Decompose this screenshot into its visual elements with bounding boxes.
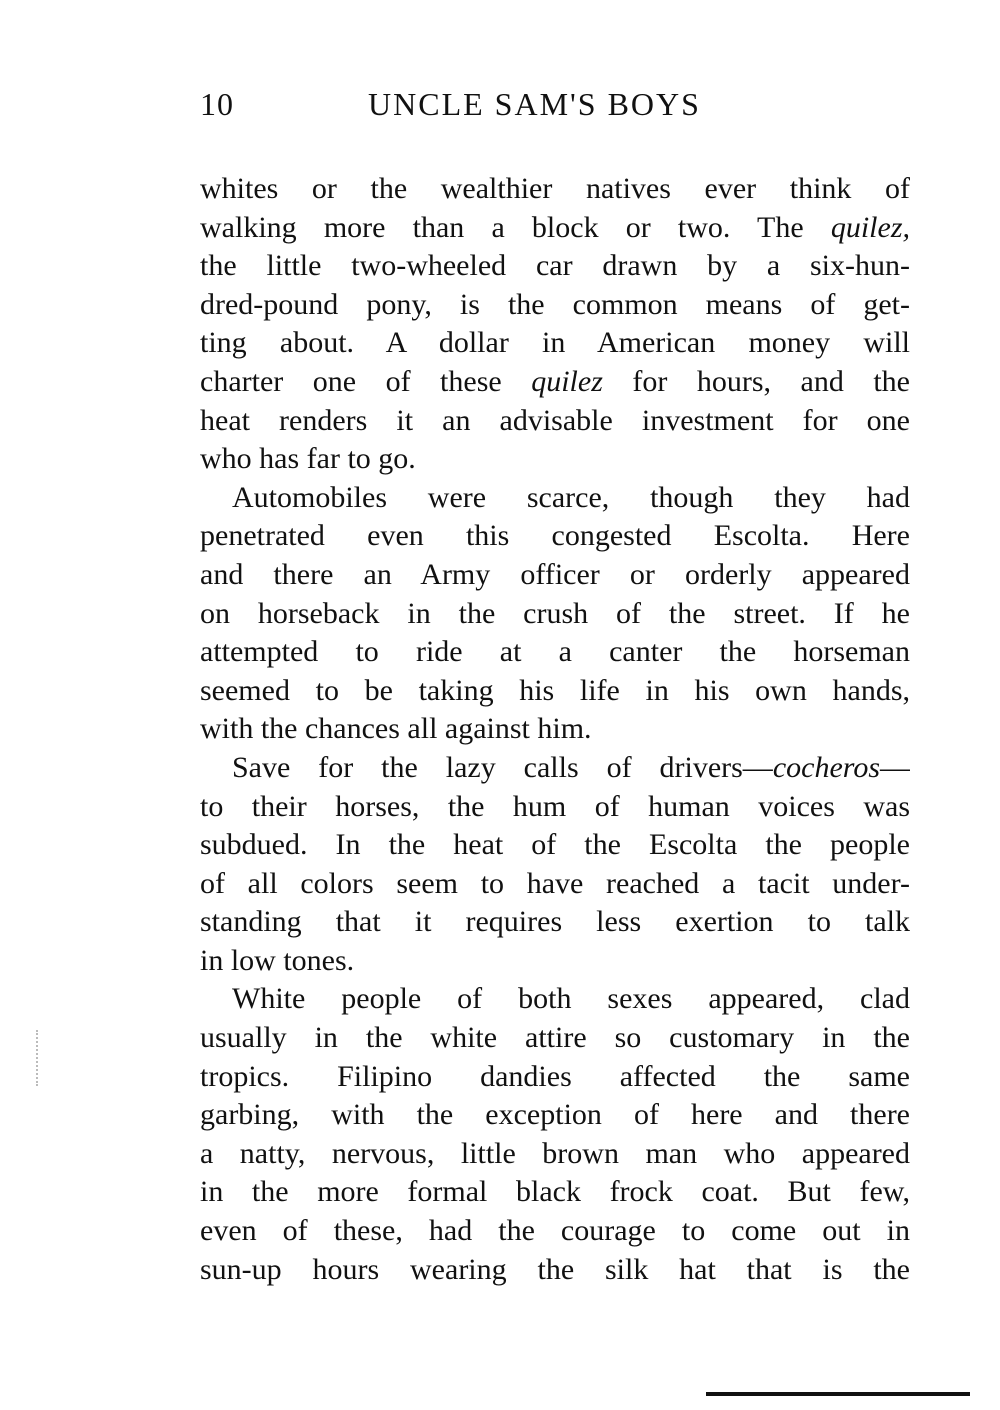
paragraph (200, 749, 910, 981)
text-run: for hours, and the (602, 364, 910, 398)
text-line: subdued. In the heat of the Escolta the people (200, 828, 910, 862)
page-number: 10 (200, 86, 234, 122)
text-run: walking more than a block or two. The (200, 210, 831, 244)
italic-term: quilez (531, 364, 603, 398)
text-line: in the more formal black frock coat. But few, (200, 1175, 910, 1209)
text-line: the little two-wheeled car drawn by a six-hun- (200, 249, 910, 283)
text-line: to their horses, the hum of human voices was (200, 789, 910, 823)
running-title: UNCLE SAM'S BOYS (368, 86, 701, 122)
text-line: penetrated even this congested Escolta. Here (200, 519, 910, 553)
text-line: tropics. Filipino dandies affected the same (200, 1059, 910, 1093)
text-line (200, 363, 910, 402)
text-line: in low tones. (200, 943, 355, 977)
text-line: even of these, had the courage to come out in (200, 1214, 910, 1248)
text-line: standing that it requires less exertion to talk (200, 905, 910, 939)
margin-dust-marks (36, 1030, 40, 1086)
body-text (200, 170, 910, 1289)
text-run: charter one of these (200, 364, 532, 398)
text-line (200, 209, 910, 248)
paragraph (200, 980, 910, 1289)
text-line: sun-up hours wearing the silk hat that is the (200, 1252, 910, 1286)
text-line: heat renders it an advisable investment for one (200, 403, 910, 437)
text-line: a natty, nervous, little brown man who appeared (200, 1136, 910, 1170)
text-line: on horseback in the crush of the street. If he (200, 596, 910, 630)
text-line: with the chances all against him. (200, 712, 592, 746)
text-line: seemed to be taking his life in his own hands, (200, 673, 910, 707)
paragraph (200, 170, 910, 479)
text-line: White people of both sexes appeared, clad (232, 982, 910, 1016)
text-run: — (880, 750, 910, 784)
footer-rule (706, 1392, 970, 1396)
text-line: usually in the white attire so customary in the (200, 1021, 910, 1055)
italic-term: cocheros (772, 750, 880, 784)
text-line: dred-pound pony, is the common means of get- (200, 287, 910, 321)
text-line: garbing, with the exception of here and there (200, 1098, 910, 1132)
paragraph (200, 479, 910, 749)
text-run: Save for the lazy calls of drivers— (232, 750, 773, 784)
text-line: whites or the wealthier natives ever think of (200, 172, 910, 205)
text-line (200, 749, 910, 788)
italic-term: quilez, (830, 210, 910, 244)
text-line: Automobiles were scarce, though they had (232, 480, 910, 514)
text-line: ting about. A dollar in American money will (200, 326, 910, 360)
text-line: and there an Army officer or orderly appeared (200, 557, 910, 591)
text-line: who has far to go. (200, 442, 416, 476)
running-head (200, 86, 920, 136)
text-line: attempted to ride at a canter the horseman (200, 635, 910, 669)
text-line: of all colors seem to have reached a tacit under- (200, 866, 910, 900)
